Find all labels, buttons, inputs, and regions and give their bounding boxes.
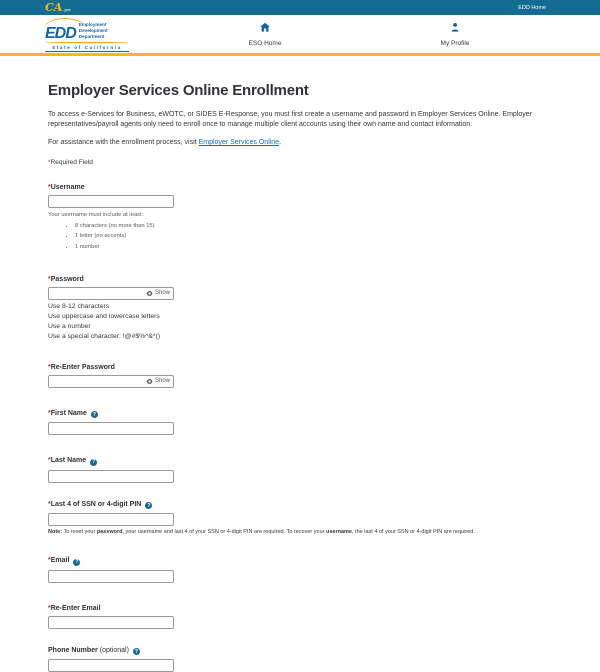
reenter-password-show-button[interactable]: Show xyxy=(143,376,173,387)
password-requirements: Use 8-12 characters Use uppercase and lowercase letters Use a number Use a special character: !@#$%^&*() xyxy=(48,302,552,342)
page-title: Employer Services Online Enrollment xyxy=(48,82,552,99)
nav-eso-home-label: ESO Home xyxy=(249,40,282,47)
nav-my-profile-label: My Profile xyxy=(441,40,470,47)
edd-logo-orange-rule xyxy=(45,42,129,43)
reenter-email-label: *Re-Enter Email xyxy=(48,605,552,612)
first-name-input[interactable] xyxy=(48,422,174,435)
edd-logo-acronym: EDD xyxy=(45,27,76,41)
edd-home-link[interactable]: EDD Home xyxy=(518,0,546,15)
username-requirement: • 1 number xyxy=(75,244,552,250)
edd-logo-state-text: State of California xyxy=(45,45,129,50)
last-name-label: *Last Name ? xyxy=(48,457,552,466)
edd-logo[interactable] xyxy=(45,19,129,52)
eye-icon xyxy=(146,379,153,384)
username-label: *Username xyxy=(48,184,552,191)
main-content xyxy=(0,82,600,672)
phone-input[interactable] xyxy=(48,659,174,672)
username-requirements-list xyxy=(48,223,552,250)
ssn-pin-help-icon[interactable]: ? xyxy=(145,502,152,509)
edd-logo-blue-rule xyxy=(45,51,129,52)
ssn-pin-note: Note: To reset your password, your username and last 4 of your SSN or 4-digit PIN are required. To recover your username, the last 4 of your SSN or 4-digit PIN are required. xyxy=(48,529,552,535)
last-name-group xyxy=(48,457,552,483)
email-group xyxy=(48,557,552,583)
first-name-help-icon[interactable]: ? xyxy=(91,411,98,418)
ca-gov-logo-gov: .gov xyxy=(63,7,71,12)
nav-my-profile[interactable] xyxy=(441,20,470,47)
username-hint-title: Your username must include at least: xyxy=(48,212,552,218)
eye-icon xyxy=(146,291,153,296)
ssn-pin-input[interactable] xyxy=(48,513,174,526)
phone-group xyxy=(48,647,552,672)
ssn-pin-group xyxy=(48,501,552,536)
first-name-group xyxy=(48,410,552,436)
person-icon xyxy=(450,20,461,37)
home-icon xyxy=(260,20,271,37)
last-name-help-icon[interactable]: ? xyxy=(90,459,97,466)
required-field-note: *Required Field xyxy=(48,159,552,166)
site-header xyxy=(0,15,600,53)
ca-gov-logo-ca: CA xyxy=(45,2,62,13)
intro-paragraph: To access e-Services for Business, eWOTC, or SIDES E-Response, you must first create a username and password in Employer Services Online. Employer representatives/payroll agents only need to enroll once to manage multiple client accounts using their own name and contact information. xyxy=(48,110,552,130)
password-input[interactable] xyxy=(49,288,143,299)
username-requirement: • 1 letter (no accents) xyxy=(75,233,552,239)
edd-logo-department-text: Employment Development Department xyxy=(79,22,108,41)
phone-label: Phone Number (optional) ? xyxy=(48,647,552,656)
phone-help-icon[interactable]: ? xyxy=(133,648,140,655)
password-show-button[interactable]: Show xyxy=(143,288,173,299)
reenter-password-field-wrap xyxy=(48,375,174,388)
username-requirement: • 8 characters (no more than 15) xyxy=(75,223,552,229)
reenter-password-label: *Re-Enter Password xyxy=(48,364,552,371)
email-label: *Email ? xyxy=(48,557,552,566)
email-input[interactable] xyxy=(48,570,174,583)
ca-gov-logo[interactable] xyxy=(45,0,71,15)
first-name-label: *First Name ? xyxy=(48,410,552,419)
username-input[interactable] xyxy=(48,195,174,208)
ssn-pin-label: *Last 4 of SSN or 4-digit PIN ? xyxy=(48,501,552,510)
password-group xyxy=(48,276,552,342)
username-group xyxy=(48,184,552,250)
assistance-line: For assistance with the enrollment process, visit Employer Services Online. xyxy=(48,139,552,146)
gold-divider xyxy=(0,53,600,56)
reenter-email-group xyxy=(48,605,552,629)
reenter-password-group xyxy=(48,364,552,388)
password-label: *Password xyxy=(48,276,552,283)
last-name-input[interactable] xyxy=(48,470,174,483)
nav-eso-home[interactable] xyxy=(249,20,282,47)
employer-services-online-link[interactable]: Employer Services Online xyxy=(199,139,280,146)
reenter-email-input[interactable] xyxy=(48,616,174,629)
email-help-icon[interactable]: ? xyxy=(73,559,80,566)
top-utility-bar xyxy=(0,0,600,15)
reenter-password-input[interactable] xyxy=(49,376,143,387)
password-field-wrap xyxy=(48,287,174,300)
